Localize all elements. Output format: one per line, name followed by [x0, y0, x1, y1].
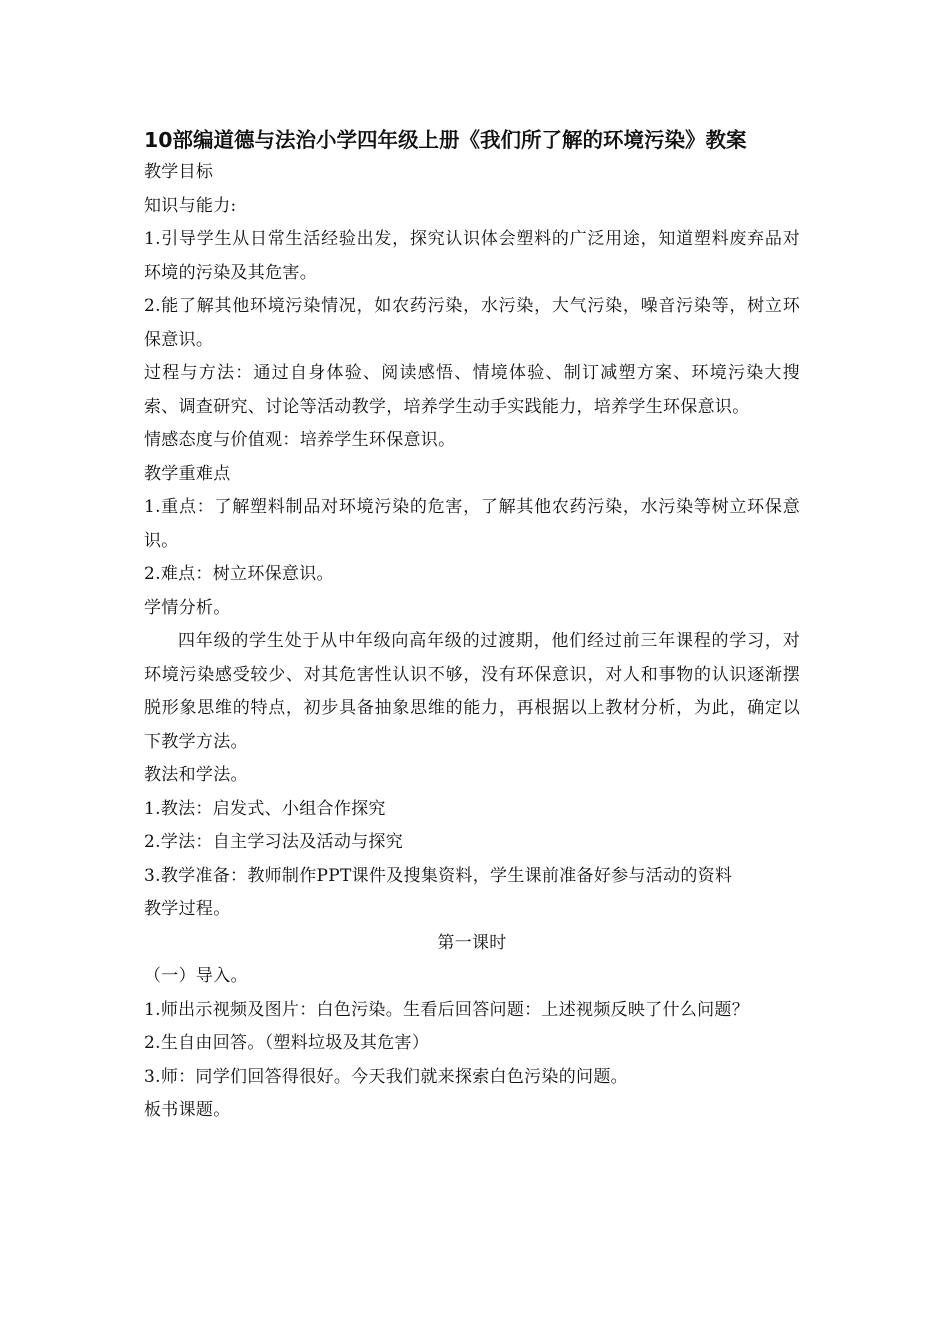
goal-item-2: 2.能了解其他环境污染情况，如农药污染，水污染，大气污染，噪音污染等，树立环保意识。 [144, 296, 800, 350]
lesson-one-heading: 第一课时 [437, 932, 507, 953]
intro-step-1: 1.师出示视频及图片：白色污染。生看后回答问题：上述视频反映了什么问题？ [144, 999, 750, 1020]
section-introduction: （一）导入。 [144, 966, 248, 986]
intro-step-3: 3.师：同学们回答得很好。今天我们就来探索白色污染的问题。 [144, 1066, 628, 1087]
heading-key-difficult-points: 教学重难点 [144, 463, 231, 484]
heading-teaching-goals: 教学目标 [144, 162, 214, 182]
teaching-preparation: 3.教学准备：教师制作PPT课件及搜集资料，学生课前准备好参与活动的资料 [144, 865, 733, 886]
process-methods: 过程与方法：通过自身体验、阅读感悟、情境体验、制订减塑方案、环境污染大搜索、调查研究、讨论等活动教学，培养学生动手实践能力，培养学生环保意识。 [144, 363, 800, 417]
document-page [144, 124, 800, 1128]
heading-student-analysis: 学情分析。 [144, 597, 231, 618]
intro-step-2: 2.生自由回答。（塑料垃圾及其危害） [144, 1033, 430, 1053]
goal-item-1: 1.引导学生从日常生活经验出发，探究认识体会塑料的广泛用途，知道塑料废弃品对环境的污染及其危害。 [144, 229, 800, 283]
heading-teaching-process: 教学过程。 [144, 899, 231, 919]
subheading-knowledge-ability: 知识与能力: [144, 195, 237, 216]
board-title: 板书课题。 [144, 1100, 231, 1120]
difficult-point: 2.难点：树立环保意识。 [144, 564, 334, 584]
student-analysis-paragraph: 四年级的学生处于从中年级向高年级的过渡期，他们经过前三年课程的学习，对环境污染感受较少、对其危害性认识不够，没有环保意识，对人和事物的认识逐渐摆脱形象思维的特点，初步具备抽象思维的能力，再根据以上教材分析，为此，确定以下教学方法。 [144, 631, 800, 752]
key-point: 1.重点：了解塑料制品对环境污染的危害，了解其他农药污染，水污染等树立环保意识。 [144, 497, 800, 551]
teaching-method: 1.教法：启发式、小组合作探究 [144, 798, 386, 819]
emotion-values: 情感态度与价值观：培养学生环保意识。 [144, 430, 456, 450]
document-title: 10部编道德与法治小学四年级上册《我们所了解的环境污染》教案 [144, 128, 747, 152]
heading-methods: 教法和学法。 [144, 765, 248, 785]
learning-method: 2.学法：自主学习法及活动与探究 [144, 832, 404, 852]
